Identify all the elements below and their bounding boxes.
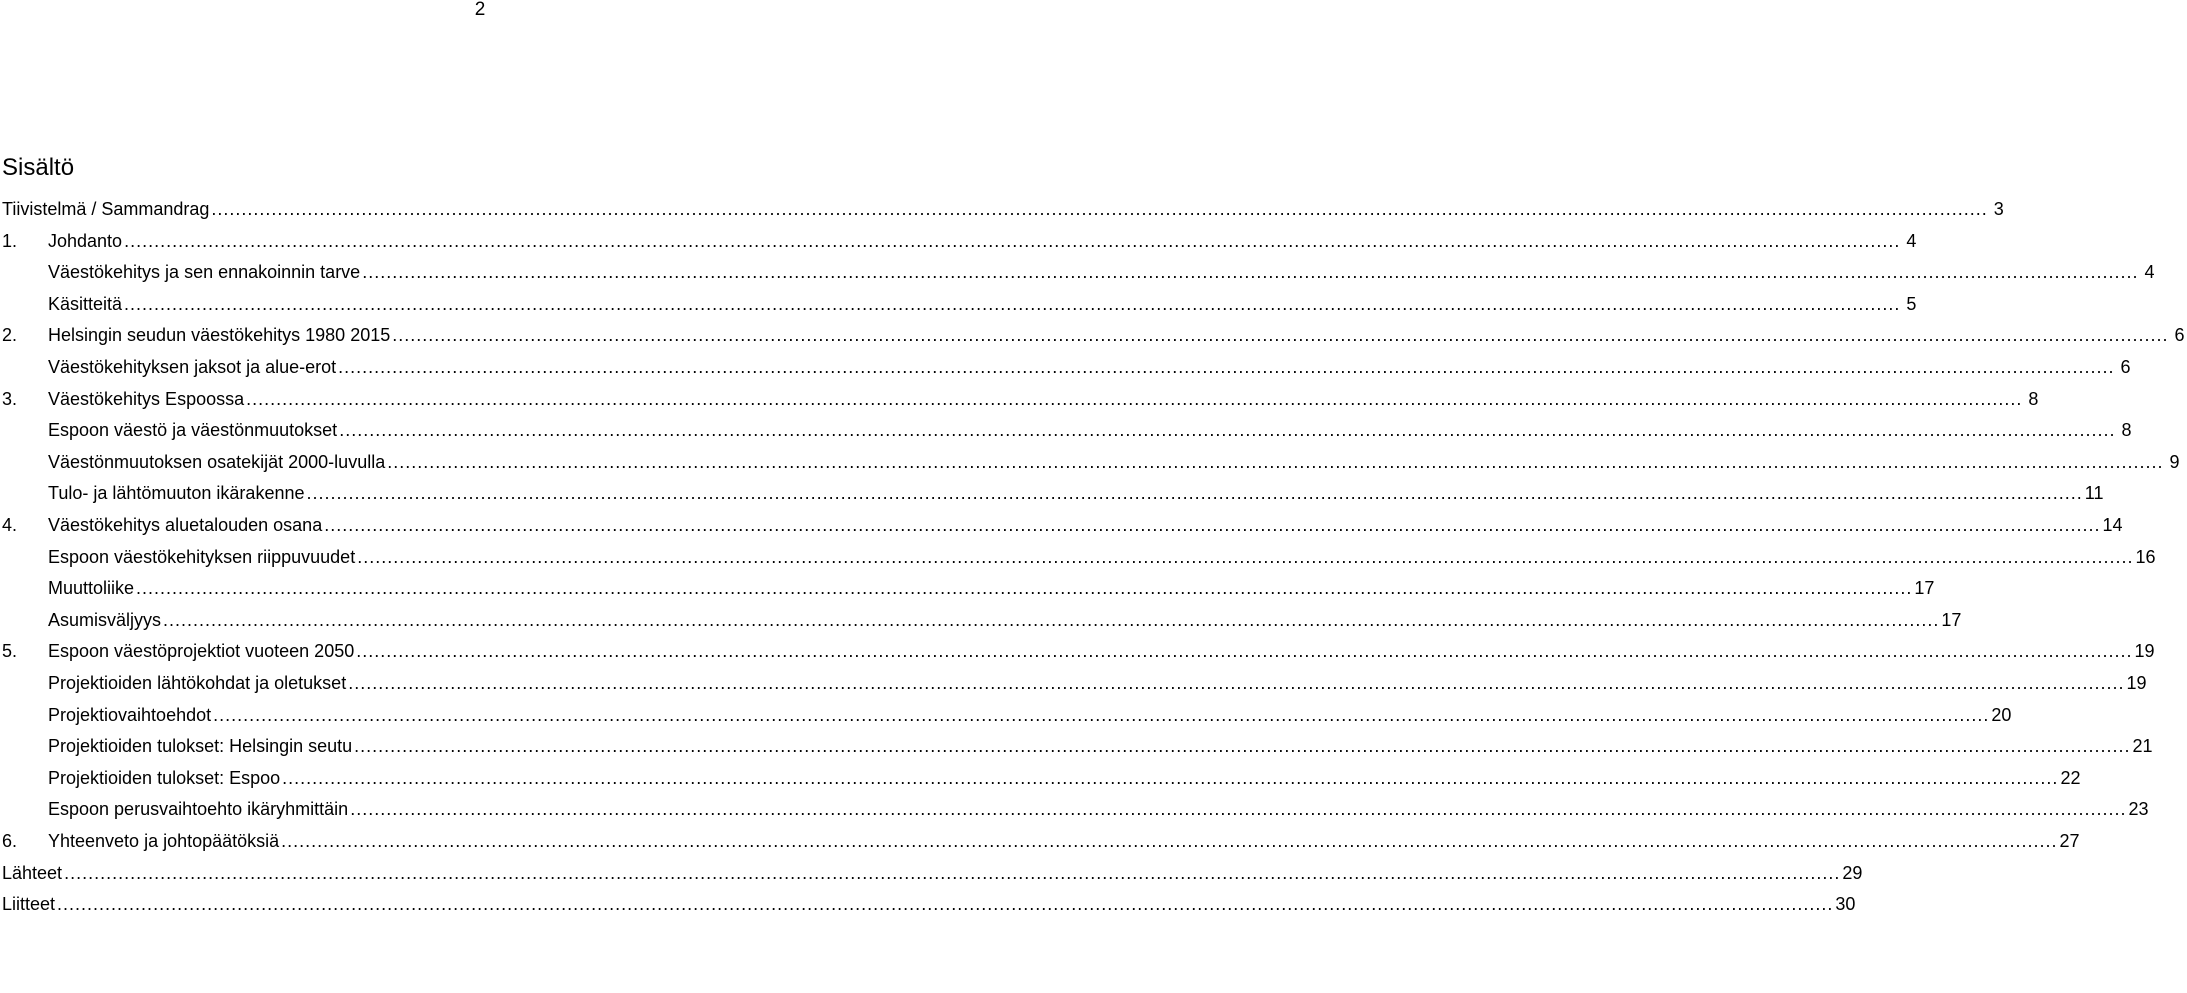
toc-entry[interactable] xyxy=(0,637,2155,665)
toc-entry[interactable] xyxy=(0,701,2012,729)
dot-leader xyxy=(348,669,2124,697)
toc-entry[interactable] xyxy=(0,859,1863,887)
toc-entry[interactable] xyxy=(0,353,2131,381)
toc-entry-label: Liitteet xyxy=(2,894,56,915)
toc-entry-label: Käsitteitä xyxy=(48,293,123,314)
toc-entry-page: 11 xyxy=(2084,483,2104,504)
toc-entry-label: Tiivistelmä / Sammandrag xyxy=(2,199,210,219)
toc-entry-page: 3 xyxy=(1993,199,2004,219)
dot-leader xyxy=(64,859,1840,887)
toc-entry[interactable] xyxy=(0,290,1917,318)
toc-entry[interactable] xyxy=(0,890,1856,918)
toc-entry[interactable] xyxy=(0,385,2039,413)
toc-entry-page: 4 xyxy=(2144,262,2155,283)
toc-entry-page: 4 xyxy=(1906,230,1917,251)
toc-entry-page: 21 xyxy=(2132,736,2153,757)
toc-entry[interactable] xyxy=(0,448,2180,476)
dot-leader xyxy=(213,701,1989,729)
dot-leader xyxy=(354,732,2130,760)
toc-entry[interactable] xyxy=(0,732,2153,760)
toc-entry-page: 16 xyxy=(2135,546,2156,567)
toc-entry-page: 23 xyxy=(2128,799,2149,820)
dot-leader xyxy=(356,637,2132,665)
toc-entry-label: Espoon väestöprojektiot vuoteen 2050 xyxy=(48,641,355,662)
toc-entry-label: Väestökehitys ja sen ennakoinnin tarve xyxy=(48,262,361,283)
dot-leader xyxy=(124,290,1900,318)
toc-entry-page: 17 xyxy=(1941,609,1962,630)
toc-entry-page: 19 xyxy=(2126,673,2147,693)
toc-entry-page: 9 xyxy=(2169,451,2180,472)
toc-entry-label: Lähteet xyxy=(2,862,63,883)
toc-entry-page: 30 xyxy=(1835,894,1856,915)
toc-entry-label: Projektioiden tulokset: Helsingin seutu xyxy=(48,736,353,757)
toc-entry-number: 6. xyxy=(2,831,18,851)
dot-leader xyxy=(387,448,2163,476)
toc-entry[interactable] xyxy=(0,227,1917,255)
toc-entry-page: 8 xyxy=(2028,388,2039,409)
toc-entry-label: Väestökehitys aluetalouden osana xyxy=(48,515,323,535)
toc-entry-label: Tulo- ja lähtömuuton ikärakenne xyxy=(48,483,305,504)
toc-entry-label: Espoon väestö ja väestönmuutokset xyxy=(48,420,338,441)
toc-entry-label: Helsingin seudun väestökehitys 1980 2015 xyxy=(48,325,391,346)
toc-entry[interactable] xyxy=(0,606,1962,634)
toc-entry[interactable] xyxy=(0,543,2156,571)
dot-leader xyxy=(57,890,1833,918)
dot-leader xyxy=(392,321,2168,349)
toc-entry[interactable] xyxy=(0,416,2132,444)
toc-entry-label: Yhteenveto ja johtopäätöksiä xyxy=(48,831,280,851)
toc-entry-label: Väestökehityksen jaksot ja alue-erot xyxy=(48,357,337,377)
toc-entry-number: 2. xyxy=(2,325,18,346)
toc-entry[interactable] xyxy=(0,764,2081,792)
dot-leader xyxy=(306,479,2082,507)
toc-entry-number: 1. xyxy=(2,230,18,251)
toc-entry-label: Johdanto xyxy=(48,230,123,251)
toc-entry-page: 6 xyxy=(2174,325,2185,346)
toc-entry-page: 29 xyxy=(1842,862,1863,883)
toc-entry[interactable] xyxy=(0,827,2080,855)
toc-entry[interactable] xyxy=(0,795,2149,823)
toc-entry-number: 4. xyxy=(2,515,18,535)
toc-entry-page: 14 xyxy=(2102,515,2123,535)
toc-entry[interactable] xyxy=(0,574,1935,602)
toc-entry[interactable] xyxy=(0,669,2147,697)
dot-leader xyxy=(124,227,1900,255)
dot-leader xyxy=(362,258,2138,286)
dot-leader xyxy=(246,385,2022,413)
toc-entry[interactable] xyxy=(0,321,2185,349)
toc-entry-page: 5 xyxy=(1906,293,1917,314)
dot-leader xyxy=(211,195,1987,223)
toc-entry-number: 5. xyxy=(2,641,18,662)
page-number: 2 xyxy=(474,0,486,20)
toc-entry-label: Väestönmuutoksen osatekijät 2000-luvulla xyxy=(48,451,386,472)
toc-entry-page: 8 xyxy=(2121,420,2132,441)
toc-entry-label: Asumisväljyys xyxy=(48,609,162,630)
toc-title: Sisältö xyxy=(2,154,75,181)
dot-leader xyxy=(350,795,2126,823)
toc-entry[interactable] xyxy=(0,258,2155,286)
toc-entry-label: Projektioiden tulokset: Espoo xyxy=(48,767,281,788)
toc-entry-page: 19 xyxy=(2134,641,2155,662)
toc-entry-page: 27 xyxy=(2059,831,2080,851)
toc-entry-label: Espoon väestökehityksen riippuvuudet xyxy=(48,546,356,567)
toc-entry[interactable] xyxy=(0,511,2123,539)
dot-leader xyxy=(338,353,2114,381)
dot-leader xyxy=(136,574,1912,602)
dot-leader xyxy=(339,416,2115,444)
toc-entry-page: 22 xyxy=(2060,767,2081,788)
toc-entry-label: Projektiovaihtoehdot xyxy=(48,704,212,725)
dot-leader xyxy=(324,511,2100,539)
toc-entry-label: Espoon perusvaihtoehto ikäryhmittäin xyxy=(48,799,349,820)
dot-leader xyxy=(281,827,2057,855)
toc-entry-page: 20 xyxy=(1991,704,2012,725)
toc-entry-label: Muuttoliike xyxy=(48,578,135,599)
dot-leader xyxy=(357,543,2133,571)
toc-entry-number: 3. xyxy=(2,388,18,409)
toc-entry-label: Projektioiden lähtökohdat ja oletukset xyxy=(48,673,347,693)
dot-leader xyxy=(282,764,2058,792)
dot-leader xyxy=(163,606,1939,634)
toc-entry[interactable] xyxy=(0,195,2004,223)
toc-entry[interactable] xyxy=(0,479,2104,507)
toc-entry-label: Väestökehitys Espoossa xyxy=(48,388,245,409)
toc-entry-page: 17 xyxy=(1914,578,1935,599)
toc-entry-page: 6 xyxy=(2120,357,2131,377)
